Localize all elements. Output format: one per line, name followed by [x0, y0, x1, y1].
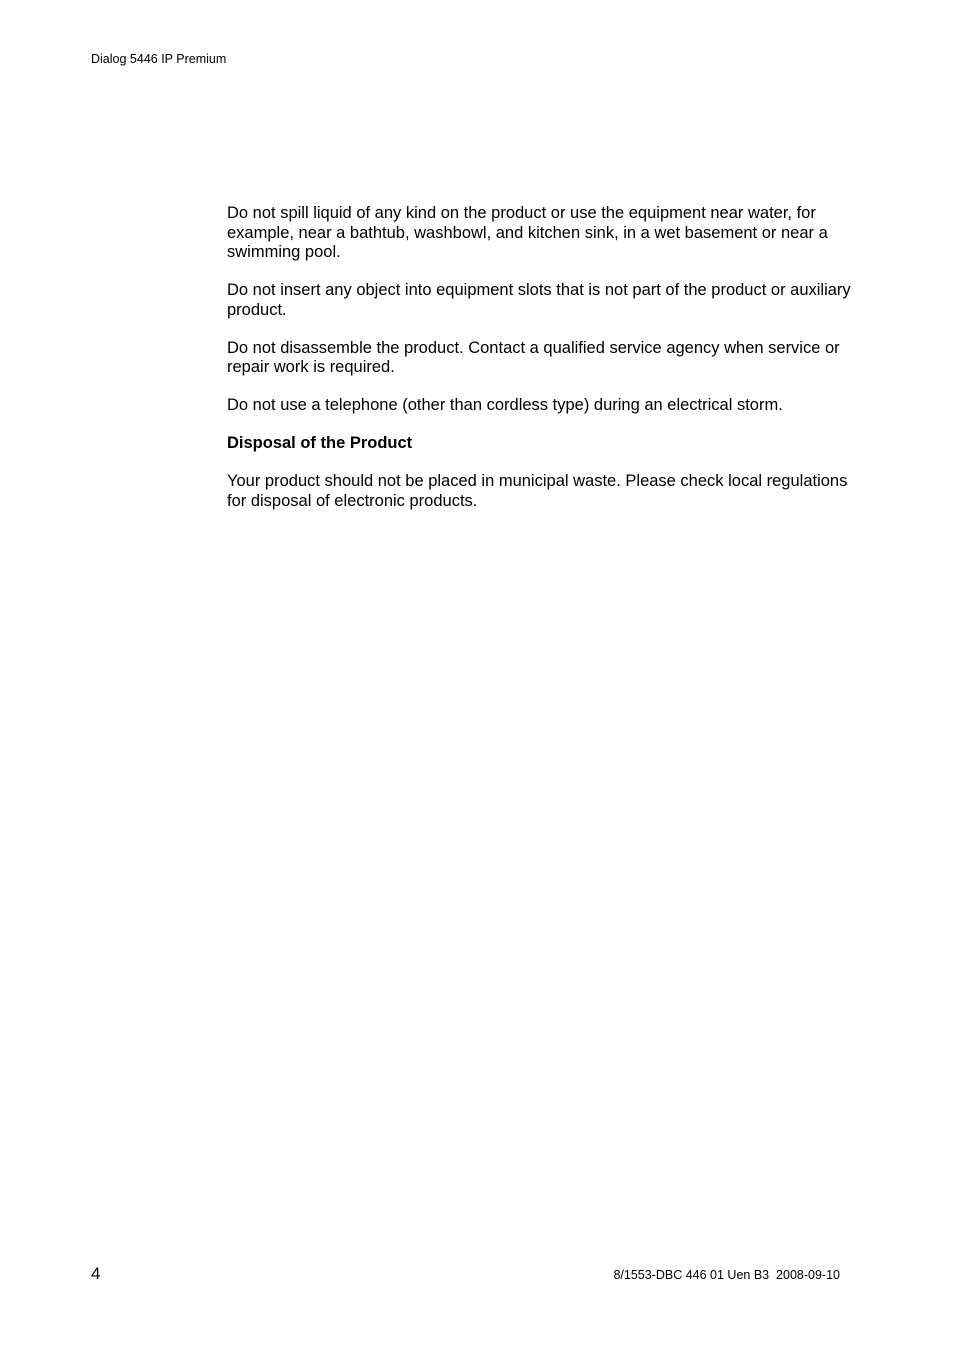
- paragraph-liquid-warning: Do not spill liquid of any kind on the product or use the equipment near water, for example, near a bathtub, washbowl, and kitchen sink, in a wet basement or near a swimming pool.: [227, 204, 828, 261]
- document-id: 8/1553-DBC 446 01 Uen B3 2008-09-10: [613, 1268, 840, 1282]
- page-content: [227, 204, 857, 530]
- paragraph-disposal: Your product should not be placed in municipal waste. Please check local regulations for disposal of electronic products.: [227, 472, 848, 510]
- running-header: Dialog 5446 IP Premium: [91, 52, 227, 66]
- paragraph-storm-warning: Do not use a telephone (other than cordless type) during an electrical storm.: [227, 396, 783, 414]
- page-number: 4: [91, 1264, 101, 1283]
- section-heading-disposal: Disposal of the Product: [227, 434, 413, 452]
- paragraph-disassembly-warning: Do not disassemble the product. Contact a qualified service agency when service or repair work is required.: [227, 338, 840, 376]
- paragraph-object-warning: Do not insert any object into equipment slots that is not part of the product or auxiliary product.: [227, 281, 851, 319]
